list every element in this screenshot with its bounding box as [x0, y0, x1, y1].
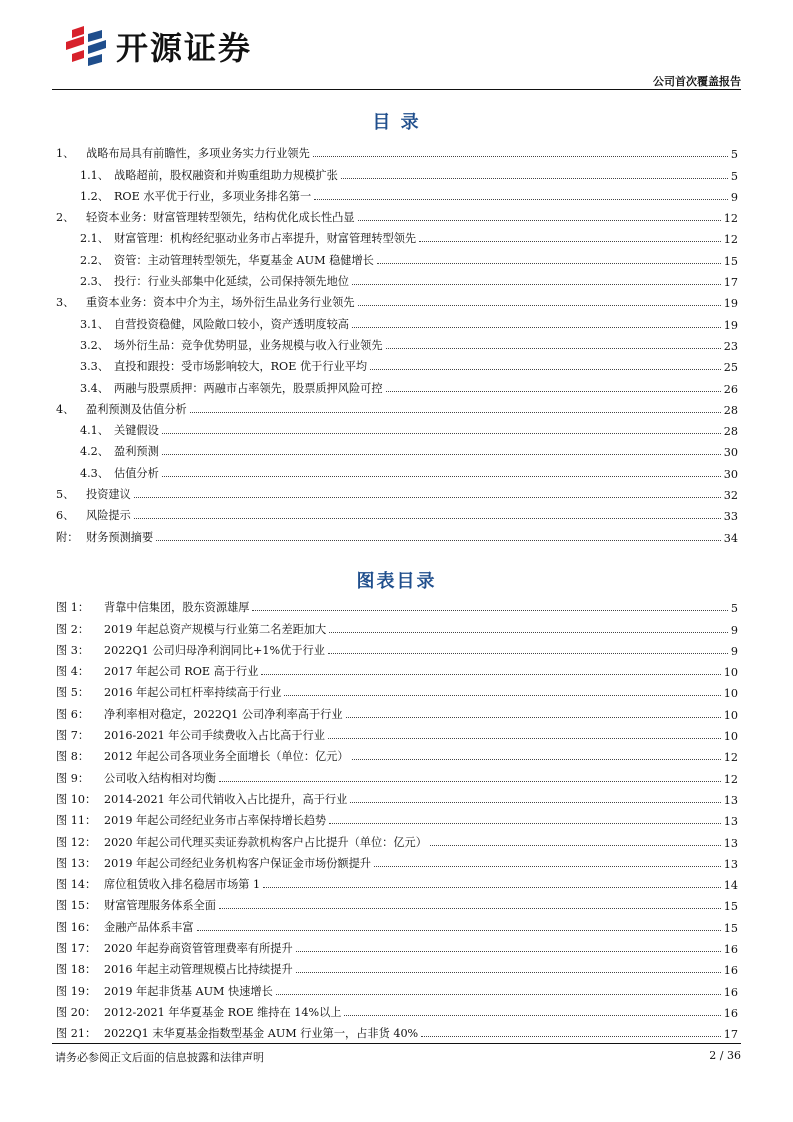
entry-page: 34 — [723, 531, 738, 545]
entry-label: 2016 年起公司杠杆率持续高于行业 — [104, 686, 282, 700]
figure-entry[interactable] — [56, 743, 738, 764]
entry-page: 10 — [723, 687, 738, 701]
entry-page: 13 — [723, 815, 738, 829]
entry-label: 金融产品体系丰富 — [104, 920, 194, 934]
toc-entry[interactable] — [56, 246, 738, 267]
leader-dots — [374, 866, 721, 867]
report-type: 公司首次覆盖报告 — [653, 75, 741, 88]
entry-page: 19 — [723, 318, 738, 332]
toc-entry[interactable] — [56, 417, 738, 438]
leader-dots — [346, 717, 721, 718]
leader-dots — [377, 263, 721, 264]
entry-label: 2020 年起券商资管管理费率有所提升 — [104, 942, 293, 956]
entry-page: 12 — [723, 772, 738, 786]
entry-number: 图 8： — [56, 750, 90, 764]
toc-entry[interactable] — [56, 268, 738, 289]
entry-label: 2016 年起主动管理规模占比持续提升 — [104, 963, 293, 977]
figure-entry[interactable] — [56, 977, 738, 998]
leader-dots — [352, 759, 721, 760]
entry-page: 5 — [730, 169, 738, 183]
entry-page: 10 — [723, 708, 738, 722]
entry-number: 2、 — [56, 211, 75, 225]
entry-number: 4、 — [56, 402, 75, 416]
figure-entry[interactable] — [56, 913, 738, 934]
figure-entry[interactable] — [56, 658, 738, 679]
entry-number: 4.3、 — [80, 466, 109, 480]
entry-label: ROE 水平优于行业，多项业务排名第一 — [114, 189, 312, 203]
entry-number: 4.2、 — [80, 445, 109, 459]
entry-label: 战略超前，股权融资和并购重组助力规模扩张 — [114, 168, 338, 182]
entry-page: 25 — [723, 361, 738, 375]
entry-page: 16 — [723, 943, 738, 957]
entry-number: 3.2、 — [80, 338, 109, 352]
entry-page: 14 — [723, 879, 738, 893]
entry-number: 5、 — [56, 488, 75, 502]
entry-number: 图 3： — [56, 643, 90, 657]
entry-page: 12 — [723, 212, 738, 226]
entry-page: 16 — [723, 985, 738, 999]
leader-dots — [134, 518, 721, 519]
figure-entry[interactable] — [56, 722, 738, 743]
entry-label: 2019 年起公司经纪业务机构客户保证金市场份额提升 — [104, 856, 371, 870]
leader-dots — [341, 178, 728, 179]
figure-entry[interactable] — [56, 764, 738, 785]
entry-label: 2017 年起公司 ROE 高于行业 — [104, 665, 259, 679]
entry-label: 关键假设 — [114, 424, 159, 438]
entry-number: 2.3、 — [80, 275, 109, 289]
leader-dots — [419, 241, 721, 242]
entry-page: 13 — [723, 857, 738, 871]
entry-label: 2019 年起公司经纪业务市占率保持增长趋势 — [104, 814, 327, 828]
figure-entry[interactable] — [56, 892, 738, 913]
toc-entry[interactable] — [56, 310, 738, 331]
leader-dots — [263, 887, 721, 888]
leader-dots — [313, 156, 728, 157]
entry-page: 30 — [723, 467, 738, 481]
leader-dots — [421, 1036, 721, 1037]
leader-dots — [386, 348, 721, 349]
brand-logo — [62, 24, 252, 68]
figure-entry[interactable] — [56, 615, 738, 636]
entry-number: 图 21： — [56, 1027, 97, 1041]
entry-page: 19 — [723, 297, 738, 311]
footer-disclaimer: 请务必参阅正文后面的信息披露和法律声明 — [55, 1051, 264, 1064]
leader-dots — [296, 972, 721, 973]
entry-number: 图 16： — [56, 920, 97, 934]
entry-page: 28 — [723, 403, 738, 417]
entry-label: 2019 年起非货基 AUM 快速增长 — [104, 984, 273, 998]
entry-label: 资管：主动管理转型领先，华夏基金 AUM 稳健增长 — [114, 253, 374, 267]
entry-label: 盈利预测及估值分析 — [86, 402, 187, 416]
leader-dots — [358, 305, 721, 306]
entry-label: 席位租赁收入排名稳居市场第 1 — [104, 878, 261, 892]
figure-entry[interactable] — [56, 786, 738, 807]
entry-number: 图 6： — [56, 707, 90, 721]
entry-label: 2020 年起公司代理买卖证券款机构客户占比提升（单位：亿元） — [104, 835, 427, 849]
entry-number: 3、 — [56, 296, 75, 310]
toc-entry[interactable] — [56, 523, 738, 544]
leader-dots — [329, 823, 721, 824]
entry-number: 图 7： — [56, 729, 90, 743]
entry-page: 12 — [723, 233, 738, 247]
entry-page: 17 — [723, 1028, 738, 1042]
entry-label: 轻资本业务：财富管理转型领先，结构优化成长性凸显 — [86, 211, 355, 225]
entry-number: 图 13： — [56, 856, 97, 870]
leader-dots — [162, 454, 721, 455]
entry-number: 图 1： — [56, 601, 90, 615]
entry-page: 16 — [723, 964, 738, 978]
entry-page: 33 — [723, 510, 738, 524]
figure-entry[interactable] — [56, 999, 738, 1020]
figure-entry[interactable] — [56, 637, 738, 658]
toc-entry[interactable] — [56, 353, 738, 374]
entry-label: 2022Q1 末华夏基金指数型基金 AUM 行业第一，占非货 40% — [104, 1027, 419, 1041]
entry-label: 2012 年起公司各项业务全面增长（单位：亿元） — [104, 750, 349, 764]
entry-label: 2014-2021 年公司代销收入占比提升，高于行业 — [104, 792, 348, 806]
leader-dots — [328, 738, 721, 739]
entry-label: 风险提示 — [86, 509, 131, 523]
page-header — [0, 0, 793, 90]
entry-number: 图 10： — [56, 792, 97, 806]
entry-label: 盈利预测 — [114, 445, 159, 459]
entry-number: 图 9： — [56, 771, 90, 785]
leader-dots — [219, 908, 721, 909]
entry-page: 13 — [723, 836, 738, 850]
entry-label: 背靠中信集团，股东资源雄厚 — [104, 601, 250, 615]
figure-entry[interactable] — [56, 828, 738, 849]
toc-entry[interactable] — [56, 204, 738, 225]
entry-label: 自营投资稳健，风险敞口较小，资产透明度较高 — [114, 317, 349, 331]
leader-dots — [284, 695, 720, 696]
leader-dots — [197, 930, 721, 931]
leader-dots — [358, 220, 721, 221]
toc-entry[interactable] — [56, 396, 738, 417]
entry-page: 26 — [723, 382, 738, 396]
kaiyuan-logo-icon — [62, 24, 110, 68]
figure-list — [56, 594, 738, 1041]
entry-page: 30 — [723, 446, 738, 460]
entry-label: 战略布局具有前瞻性，多项业务实力行业领先 — [86, 147, 310, 161]
entry-number: 图 5： — [56, 686, 90, 700]
entry-number: 图 2： — [56, 622, 90, 636]
toc-entry[interactable] — [56, 459, 738, 480]
leader-dots — [430, 845, 721, 846]
page-number: 2 / 36 — [709, 1049, 741, 1062]
entry-label: 直投和跟投：受市场影响较大，ROE 优于行业平均 — [114, 360, 368, 374]
toc-entry[interactable] — [56, 502, 738, 523]
entry-page: 5 — [730, 148, 738, 162]
leader-dots — [350, 802, 720, 803]
entry-page: 13 — [723, 793, 738, 807]
entry-number: 图 20： — [56, 1005, 97, 1019]
leader-dots — [162, 476, 721, 477]
entry-label: 2022Q1 公司归母净利润同比+1%优于行业 — [104, 643, 325, 657]
leader-dots — [314, 199, 728, 200]
entry-label: 重资本业务：资本中介为主，场外衍生品业务行业领先 — [86, 296, 355, 310]
figure-entry[interactable] — [56, 935, 738, 956]
entry-page: 9 — [730, 644, 738, 658]
entry-label: 财富管理：机构经纪驱动业务市占率提升，财富管理转型领先 — [114, 232, 417, 246]
entry-label: 2016-2021 年公司手续费收入占比高于行业 — [104, 729, 325, 743]
toc-entry[interactable] — [56, 289, 738, 310]
toc-entry[interactable] — [56, 161, 738, 182]
toc-entry[interactable] — [56, 225, 738, 246]
entry-number: 3.3、 — [80, 360, 109, 374]
entry-page: 28 — [723, 425, 738, 439]
leader-dots — [328, 653, 728, 654]
figure-entry[interactable] — [56, 700, 738, 721]
leader-dots — [370, 369, 721, 370]
entry-number: 2.2、 — [80, 253, 109, 267]
entry-label: 2012-2021 年华夏基金 ROE 维持在 14%以上 — [104, 1005, 342, 1019]
entry-page: 10 — [723, 730, 738, 744]
entry-number: 图 19： — [56, 984, 97, 998]
entry-page: 17 — [723, 276, 738, 290]
leader-dots — [329, 632, 728, 633]
leader-dots — [252, 610, 727, 611]
leader-dots — [156, 540, 721, 541]
leader-dots — [134, 497, 721, 498]
leader-dots — [352, 327, 721, 328]
entry-number: 6、 — [56, 509, 75, 523]
entry-label: 公司收入结构相对均衡 — [104, 771, 216, 785]
entry-number: 2.1、 — [80, 232, 109, 246]
entry-label: 两融与股票质押：两融市占率领先，股票质押风险可控 — [114, 381, 383, 395]
entry-page: 5 — [730, 602, 738, 616]
entry-label: 财富管理服务体系全面 — [104, 899, 216, 913]
entry-page: 9 — [730, 190, 738, 204]
figure-entry[interactable] — [56, 1020, 738, 1041]
figure-entry[interactable] — [56, 807, 738, 828]
entry-number: 图 11： — [56, 814, 97, 828]
entry-label: 投行：行业头部集中化延续，公司保持领先地位 — [114, 275, 349, 289]
leader-dots — [386, 391, 721, 392]
entry-page: 32 — [723, 489, 738, 503]
leader-dots — [352, 284, 721, 285]
entry-page: 15 — [723, 921, 738, 935]
entry-page: 9 — [730, 623, 738, 637]
leader-dots — [344, 1015, 720, 1016]
entry-number: 图 18： — [56, 963, 97, 977]
toc-entry[interactable] — [56, 140, 738, 161]
brand-name: 开源证券 — [116, 29, 253, 67]
entry-page: 15 — [723, 900, 738, 914]
toc-entry[interactable] — [56, 481, 738, 502]
entry-number: 1.2、 — [80, 189, 109, 203]
figure-entry[interactable] — [56, 956, 738, 977]
leader-dots — [219, 781, 721, 782]
leader-dots — [162, 433, 721, 434]
entry-number: 3.4、 — [80, 381, 109, 395]
entry-number: 1.1、 — [80, 168, 109, 182]
leader-dots — [296, 951, 721, 952]
figure-entry[interactable] — [56, 871, 738, 892]
figure-list-title: 图表目录 — [356, 571, 437, 592]
entry-number: 图 12： — [56, 835, 97, 849]
leader-dots — [276, 994, 721, 995]
figure-entry[interactable] — [56, 594, 738, 615]
toc-title: 目 录 — [372, 112, 421, 133]
entry-number: 附： — [56, 530, 79, 544]
toc-entry[interactable] — [56, 374, 738, 395]
toc-entry[interactable] — [56, 332, 738, 353]
entry-label: 净利率相对稳定，2022Q1 公司净利率高于行业 — [104, 707, 343, 721]
entry-number: 图 17： — [56, 942, 97, 956]
toc-entry[interactable] — [56, 438, 738, 459]
header-divider — [52, 89, 741, 90]
leader-dots — [190, 412, 721, 413]
figure-entry[interactable] — [56, 850, 738, 871]
entry-number: 4.1、 — [80, 424, 109, 438]
table-of-contents — [56, 140, 738, 545]
leader-dots — [261, 674, 720, 675]
entry-label: 估值分析 — [114, 466, 159, 480]
toc-entry[interactable] — [56, 183, 738, 204]
entry-number: 图 14： — [56, 878, 97, 892]
entry-label: 财务预测摘要 — [86, 530, 154, 544]
entry-number: 3.1、 — [80, 317, 109, 331]
entry-number: 1、 — [56, 147, 75, 161]
entry-page: 10 — [723, 666, 738, 680]
entry-label: 投资建议 — [86, 488, 131, 502]
footer-divider — [52, 1043, 741, 1044]
figure-entry[interactable] — [56, 679, 738, 700]
entry-label: 场外衍生品：竞争优势明显，业务规模与收入行业领先 — [114, 338, 383, 352]
entry-page: 12 — [723, 751, 738, 765]
entry-page: 16 — [723, 1006, 738, 1020]
entry-page: 23 — [723, 339, 738, 353]
entry-page: 15 — [723, 254, 738, 268]
entry-number: 图 15： — [56, 899, 97, 913]
entry-number: 图 4： — [56, 665, 90, 679]
entry-label: 2019 年起总资产规模与行业第二名差距加大 — [104, 622, 327, 636]
